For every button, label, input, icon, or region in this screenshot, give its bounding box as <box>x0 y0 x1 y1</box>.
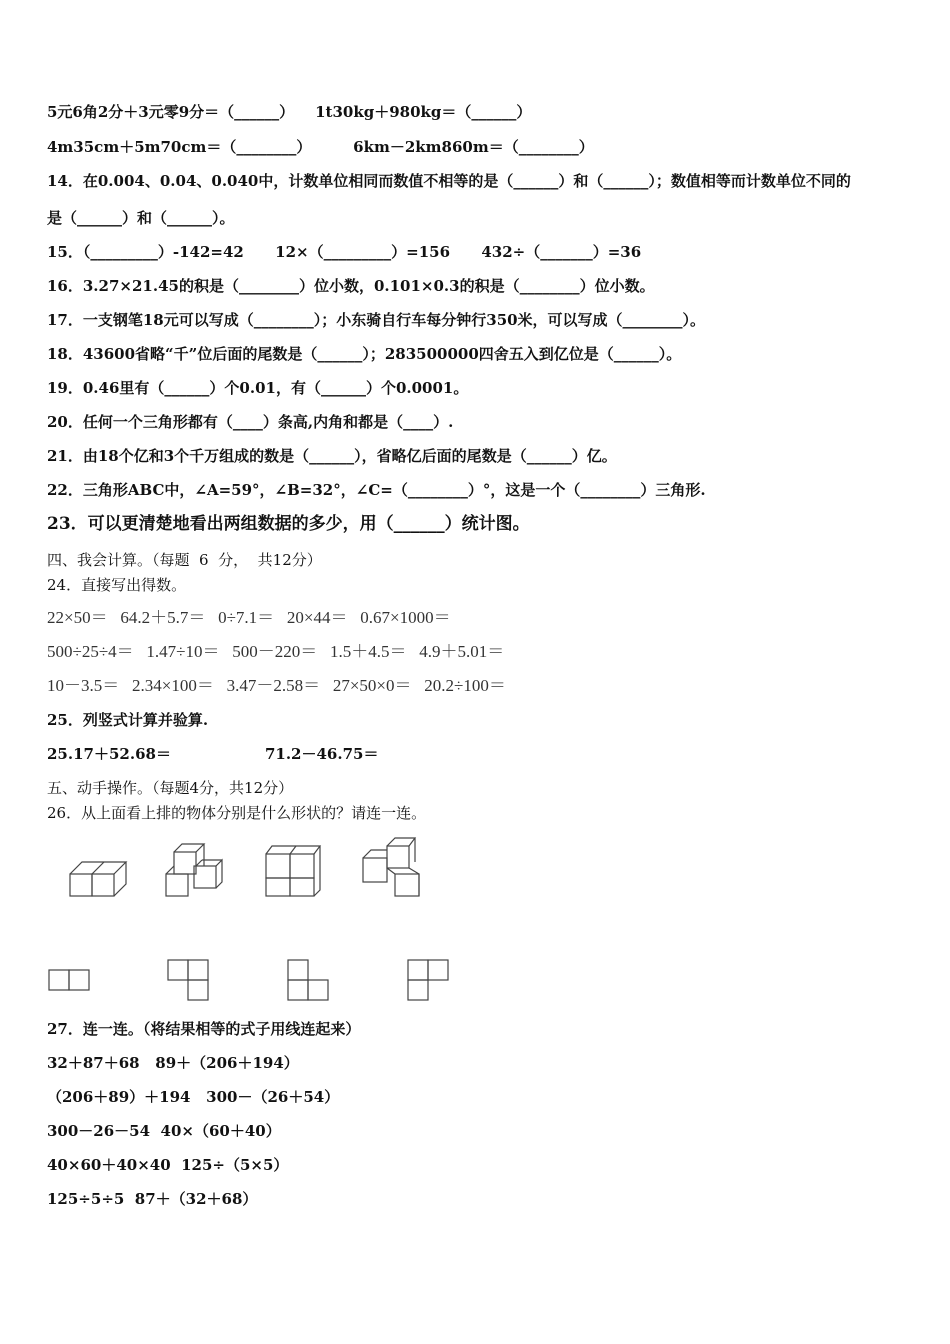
question-25: 25．列竖式计算并验算. <box>47 711 209 729</box>
match-row-4: 40×60＋40×40 125÷（5×5） <box>47 1156 289 1174</box>
question-13-line-2: 4m35cm＋5m70cm＝（________） 6km－2km860m＝（________） <box>47 138 594 156</box>
question-17: 17．一支钢笔18元可以写成（________）；小东骑自行车每分钟行350米，可以写成（________）。 <box>47 311 706 329</box>
question-19: 19．0.46里有（______）个0.01，有（______）个0.0001。 <box>47 379 469 397</box>
match-row-3: 300－26－54 40×（60＋40） <box>47 1122 281 1140</box>
cube-figure-2 <box>158 838 228 902</box>
top-view-1 <box>46 966 96 996</box>
question-13-line-1: 5元6角2分＋3元零9分＝（______） 1t30kg＋980kg＝（______） <box>47 103 532 121</box>
calc-row-1: 22×50＝ 64.2＋5.7＝ 0÷7.1＝ 20×44＝ 0.67×1000＝ <box>47 608 451 627</box>
cube-figure-4 <box>355 832 430 902</box>
question-24: 24．直接写出得数。 <box>47 576 187 594</box>
section-5-heading: 五、动手操作。（每题4分，共12分） <box>47 779 294 797</box>
question-22: 22．三角形ABC中，∠A=59°，∠B=32°，∠C=（________）°，这是一个（________）三角形. <box>47 481 706 499</box>
question-26: 26．从上面看上排的物体分别是什么形状的？请连一连。 <box>47 804 427 822</box>
calc-row-2: 500÷25÷4＝ 1.47÷10＝ 500－220＝ 1.5＋4.5＝ 4.9＋5.01＝ <box>47 642 505 661</box>
question-14-line-2: 是（______）和（______）。 <box>47 209 235 227</box>
match-row-1: 32＋87＋68 89＋（206＋194） <box>47 1054 299 1072</box>
match-row-2: （206＋89）＋194 300－（26＋54） <box>47 1088 340 1106</box>
top-view-4 <box>405 957 455 1003</box>
section-4-heading: 四、我会计算。（每题 6 分， 共12分） <box>47 551 322 569</box>
question-21: 21．由18个亿和3个千万组成的数是（______），省略亿后面的尾数是（______）亿。 <box>47 447 617 465</box>
cube-figure-3 <box>258 840 328 904</box>
question-18: 18．43600省略“千”位后面的尾数是（______）；283500000四舍五入到亿位是（______）。 <box>47 345 682 363</box>
cube-figure-1 <box>60 852 130 902</box>
question-23: 23．可以更清楚地看出两组数据的多少，用（______）统计图。 <box>47 514 530 534</box>
top-view-3 <box>285 957 335 1003</box>
question-25-expressions: 25.17＋52.68＝ 71.2－46.75＝ <box>47 745 379 763</box>
question-20: 20．任何一个三角形都有（____）条高,内角和都是（____）. <box>47 413 454 431</box>
calc-row-3: 10－3.5＝ 2.34×100＝ 3.47－2.58＝ 27×50×0＝ 20.2÷100＝ <box>47 676 506 695</box>
question-16: 16．3.27×21.45的积是（________）位小数，0.101×0.3的积是（________）位小数。 <box>47 277 655 295</box>
question-27: 27．连一连。（将结果相等的式子用线连起来） <box>47 1020 361 1038</box>
match-row-5: 125÷5÷5 87＋（32＋68） <box>47 1190 258 1208</box>
question-15: 15．（_________）-142=42 12×（_________）=156 432÷（_______）=36 <box>47 243 642 261</box>
question-14-line-1: 14．在0.004、0.04、0.040中，计数单位相同而数值不相等的是（______）和（______）；数值相等而计数单位不同的 <box>47 172 851 190</box>
top-view-2 <box>165 957 215 1003</box>
